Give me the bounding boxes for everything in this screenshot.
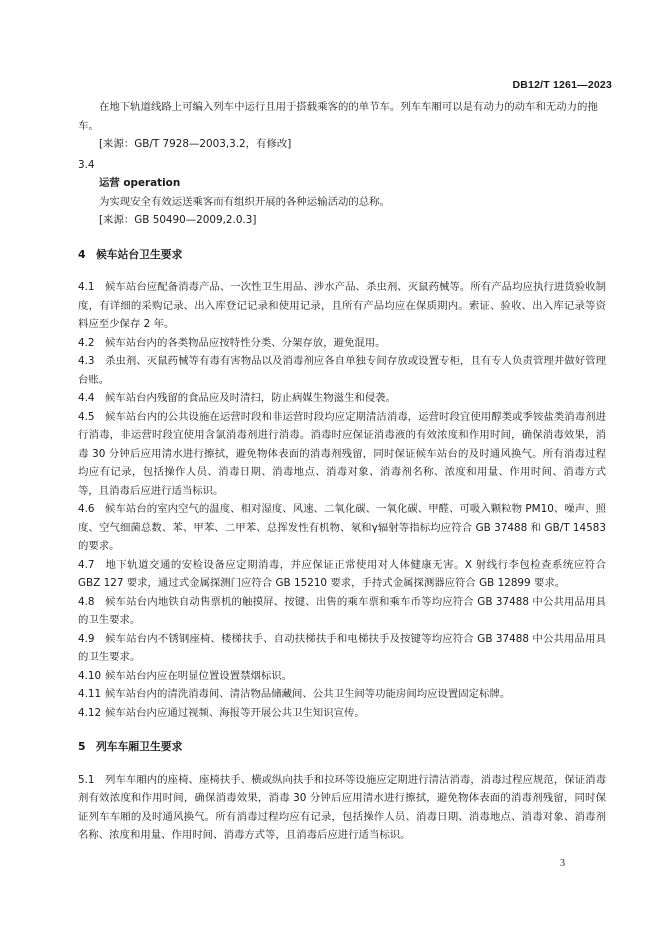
clause-text: 候车站台内应在明显位置设置禁烟标识。 (105, 669, 293, 682)
clause-4-5 (78, 408, 606, 501)
clause-text: 候车站台内的清洗消毒间、清洁物品储藏间、公共卫生间等功能房间均应设置固定标牌。 (105, 688, 511, 700)
term-source: [来源：GB 50490—2009,2.0.3] (99, 214, 257, 226)
clause-text: 地下轨道交通的安检设备应定期消毒，并应保证正常使用对人体健康无害。X 射线行李包检查系统应符合 GBZ 127 要求，通过式金属探测门应符合 GB 15210 要求，手持式金属探测器应符合 GB 12899 要求。 (78, 558, 606, 589)
intro-paragraph: 在地下轨道线路上可编入列车中运行且用于搭载乘客的的单节车。列车车厢可以是有动力的动车和无动力的拖车。 (78, 101, 598, 132)
clause-4-10 (78, 667, 606, 686)
section-5-heading (78, 738, 606, 757)
clause-4-9 (78, 630, 606, 667)
section-5-number: 5 (78, 740, 86, 753)
clause-4-2 (78, 334, 606, 353)
clause-number: 4.3 (78, 355, 95, 367)
clause-number: 4.7 (78, 558, 95, 571)
intro-source: [来源：GB/T 7928—2003,3.2，有修改] (99, 138, 292, 150)
clause-4-7 (78, 556, 606, 593)
clause-number: 4.5 (78, 410, 95, 423)
clause-number: 4.10 (78, 669, 102, 682)
clause-number: 5.1 (78, 773, 95, 786)
clause-text: 候车站台内地铁自动售票机的触摸屏、按键、出售的乘车票和乘车币等均应符合 GB 37488 中公共用品用具的卫生要求。 (78, 595, 606, 626)
clause-5-1 (78, 771, 606, 845)
clause-4-6 (78, 500, 606, 556)
clause-number: 4.12 (78, 706, 102, 719)
clause-text: 候车站台内残留的食品应及时清扫，防止病媒生物滋生和侵袭。 (105, 392, 396, 404)
clause-text: 候车站台内不锈钢座椅、楼梯扶手、自动扶梯扶手和电梯扶手及按键等均应符合 GB 37488 中公共用品用具的卫生要求。 (78, 632, 606, 663)
clause-number: 4.4 (78, 392, 95, 404)
term-name: 运营 operation (99, 177, 181, 189)
clause-text: 列车车厢内的座椅、座椅扶手、横或纵向扶手和拉环等设施应定期进行清洁消毒，消毒过程应规范，保证消毒剂有效浓度和作用时间，确保消毒效果，消毒 30 分钟后应用清水进行擦拭，避免物体表面的消毒剂残留，同时保证列车车厢的及时通风换气。所有消毒过程均应有记录，包括操作人员、消毒日期、消毒地点、消毒对象、消毒剂名称、浓度和用量、作用时间、消毒方式等，且消毒后应进行适当标识。 (78, 773, 606, 841)
clause-text: 候车站台应配备消毒产品、一次性卫生用品、涉水产品、杀虫剂、灭鼠药械等。所有产品均应执行进货验收制度，有详细的采购记录、出入库登记记录和使用记录，且所有产品均应在保质期内。索证、验收、出入库记录等资料应至少保存 2 年。 (78, 281, 606, 330)
clause-number: 4.8 (78, 595, 95, 608)
clause-text: 候车站台的室内空气的温度、相对湿度、风速、二氧化碳、一氧化碳、甲醛、可吸入颗粒物 PM10、噪声、照度、空气细菌总数、苯、甲苯、二甲苯、总挥发性有机物、氡和γ辐射等指标均应符合 GB 37488 和 GB/T 14583 的要求。 (78, 503, 606, 552)
document-body (78, 98, 606, 845)
clause-text: 候车站台内的公共设施在运营时段和非运营时段均应定期清洁消毒，运营时段宜使用醇类或季铵盐类消毒剂进行消毒，非运营时段宜使用含氯消毒剂进行消毒。消毒时应保证消毒液的有效浓度和作用时间，确保消毒效果，消毒 30 分钟后应用清水进行擦拭，避免物体表面的消毒剂残留，同时保证候车站台的及时通风换气。所有消毒过程均应有记录，包括操作人员、消毒日期、消毒地点、消毒对象、消毒剂名称、浓度和用量、作用时间、消毒方式等，且消毒后应进行适当标识。 (78, 410, 606, 497)
clause-number: 4.11 (78, 688, 102, 700)
page-number: 3 (560, 858, 565, 869)
clause-number: 4.1 (78, 281, 95, 293)
clause-4-12 (78, 704, 606, 723)
clause-4-3 (78, 352, 606, 389)
section-5-title: 列车车厢卫生要求 (96, 740, 183, 753)
clause-text: 候车站台内的各类物品应按特性分类、分架存放，避免混用。 (105, 336, 386, 349)
section-4-number: 4 (78, 247, 86, 261)
clause-number: 4.6 (78, 503, 95, 515)
clause-4-8 (78, 593, 606, 630)
clause-number: 4.2 (78, 336, 95, 349)
term-definition: 为实现安全有效运送乘客而有组织开展的各种运输活动的总称。 (99, 195, 390, 208)
document-code: DB12/T 1261—2023 (512, 79, 612, 91)
clause-text: 候车站台内应通过视频、海报等开展公共卫生知识宣传。 (105, 706, 365, 719)
section-4-heading (78, 246, 606, 265)
clause-4-1 (78, 278, 606, 334)
clause-number: 4.9 (78, 632, 95, 645)
clause-4-11 (78, 685, 606, 704)
term-number: 3.4 (78, 158, 95, 171)
clause-4-4 (78, 389, 606, 408)
section-4-title: 候车站台卫生要求 (96, 247, 183, 261)
clause-text: 杀虫剂、灭鼠药械等有毒有害物品以及消毒剂应各自单独专间存放或设置专柜，且有专人负责管理并做好管理台账。 (78, 355, 606, 386)
